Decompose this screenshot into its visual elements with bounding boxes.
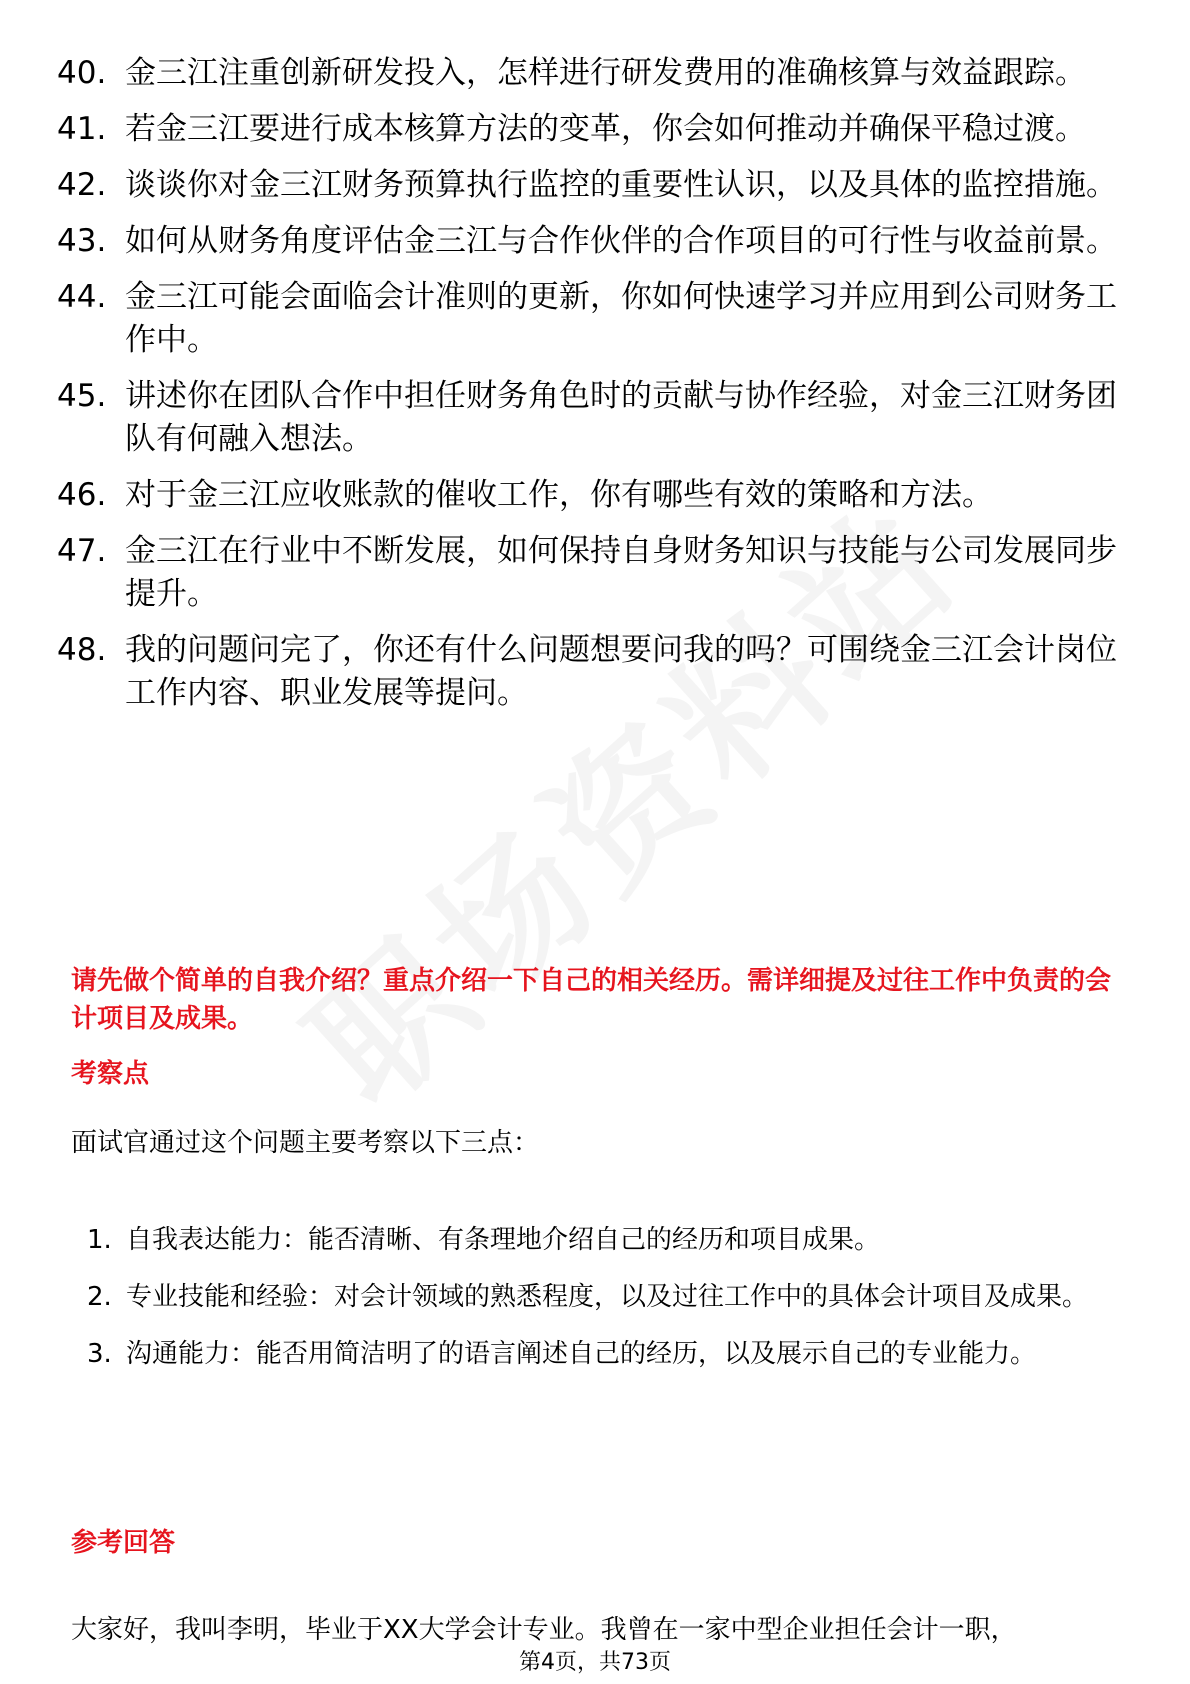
list-item: [57, 220, 1137, 263]
list-item: [71, 1269, 1131, 1326]
list-item: [57, 108, 1137, 151]
question-text: 我的问题问完了，你还有什么问题想要问我的吗？可围绕金三江会计岗位工作内容、职业发展等提问。: [125, 632, 1117, 711]
list-item: [71, 1212, 1131, 1269]
question-number: 42.: [57, 167, 107, 203]
question-number: 47.: [57, 533, 107, 569]
question-text: 讲述你在团队合作中担任财务角色时的贡献与协作经验，对金三江财务团队有何融入想法。: [125, 378, 1117, 457]
list-item: [71, 1326, 1131, 1383]
question-list: [57, 52, 1137, 728]
question-text: 谈谈你对金三江财务预算执行监控的重要性认识，以及具体的监控措施。: [125, 167, 1117, 203]
question-text: 金三江在行业中不断发展，如何保持自身财务知识与技能与公司发展同步提升。: [125, 533, 1117, 612]
question-number: 46.: [57, 477, 107, 513]
question-text: 金三江可能会面临会计准则的更新，你如何快速学习并应用到公司财务工作中。: [125, 279, 1117, 358]
point-number: 1.: [87, 1225, 112, 1255]
list-item: [57, 474, 1137, 517]
list-item: [57, 164, 1137, 207]
list-item: [57, 52, 1137, 95]
question-number: 45.: [57, 378, 107, 414]
page-footer: 第4页，共73页: [519, 1650, 671, 1675]
list-item: [57, 629, 1137, 715]
check-points-heading: 考察点: [71, 1059, 150, 1089]
question-number: 44.: [57, 279, 107, 315]
question-text: 若金三江要进行成本核算方法的变革，你会如何推动并确保平稳过渡。: [125, 111, 1086, 147]
question-text: 如何从财务角度评估金三江与合作伙伴的合作项目的可行性与收益前景。: [125, 223, 1117, 259]
question-number: 41.: [57, 111, 107, 147]
question-number: 48.: [57, 632, 107, 668]
featured-question: 请先做个简单的自我介绍？重点介绍一下自己的相关经历。需详细提及过往工作中负责的会计项目及成果。: [71, 966, 1112, 1034]
check-points-list: [71, 1212, 1131, 1383]
point-number: 3.: [87, 1339, 112, 1369]
point-text: 自我表达能力：能否清晰、有条理地介绍自己的经历和项目成果。: [126, 1225, 881, 1255]
list-item: [57, 276, 1137, 362]
point-text: 沟通能力：能否用简洁明了的语言阐述自己的经历，以及展示自己的专业能力。: [126, 1339, 1037, 1369]
question-number: 40.: [57, 55, 107, 91]
reference-answer: 大家好，我叫李明，毕业于XX大学会计专业。我曾在一家中型企业担任会计一职，: [71, 1615, 1017, 1645]
reference-heading: 参考回答: [71, 1528, 176, 1558]
list-item: [57, 375, 1137, 461]
point-number: 2.: [87, 1282, 112, 1312]
list-item: [57, 530, 1137, 616]
question-text: 对于金三江应收账款的催收工作，你有哪些有效的策略和方法。: [125, 477, 993, 513]
question-text: 金三江注重创新研发投入，怎样进行研发费用的准确核算与效益跟踪。: [125, 55, 1086, 91]
check-points-intro: 面试官通过这个问题主要考察以下三点：: [71, 1128, 540, 1158]
question-number: 43.: [57, 223, 107, 259]
point-text: 专业技能和经验：对会计领域的熟悉程度，以及过往工作中的具体会计项目及成果。: [126, 1282, 1089, 1312]
